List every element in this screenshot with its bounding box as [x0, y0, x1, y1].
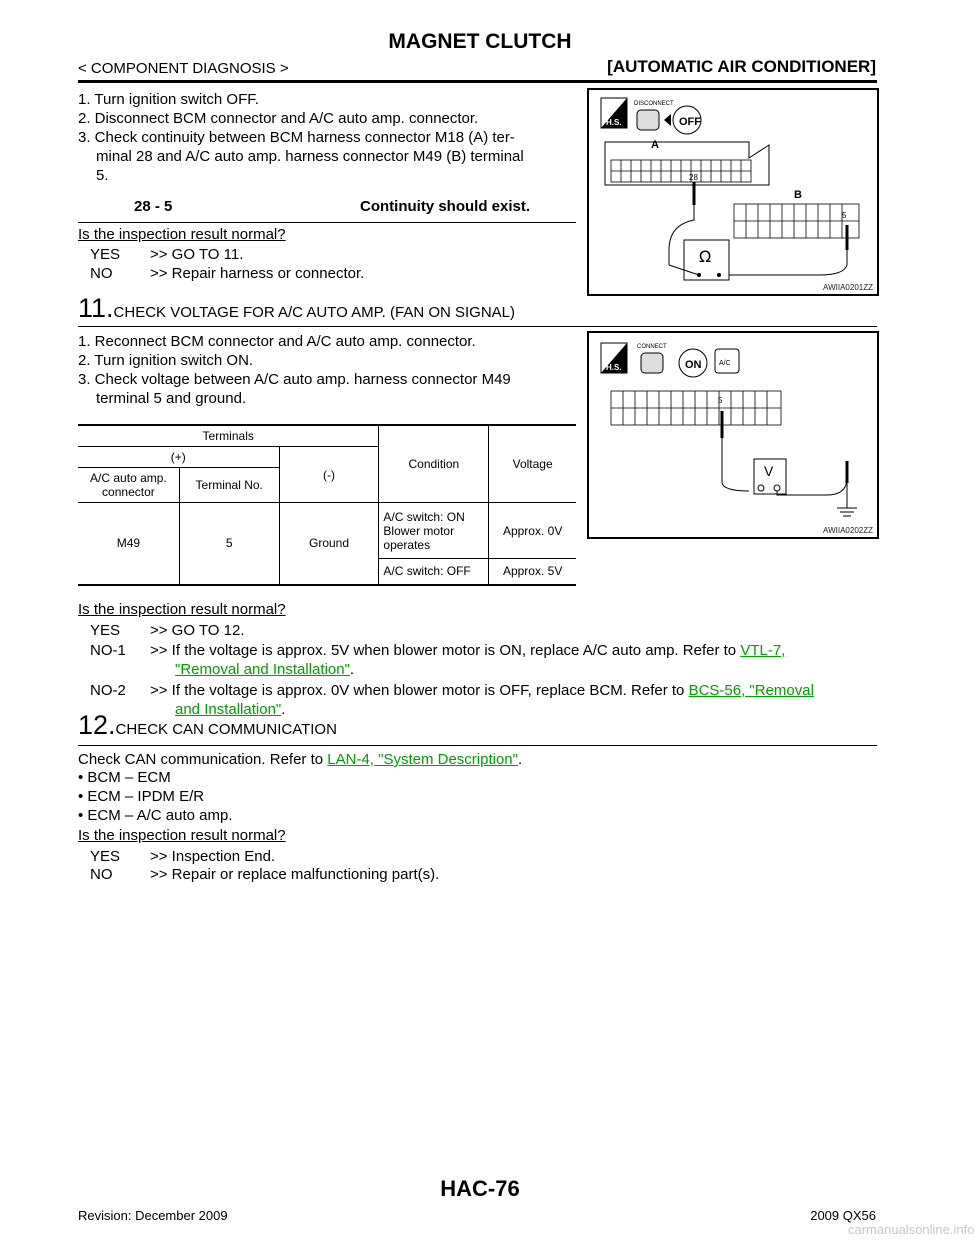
step12-no — [90, 866, 439, 883]
step12-rule — [78, 745, 877, 746]
no1-key: NO-1 — [90, 642, 126, 659]
yes-key: YES — [90, 246, 121, 263]
bullet-3: • ECM – A/C auto amp. — [78, 807, 233, 824]
model-label: 2009 QX56 — [810, 1208, 876, 1223]
voltage-table — [78, 424, 576, 586]
step12-question: Is the inspection result normal? — [78, 827, 286, 844]
no2-key: NO-2 — [90, 682, 126, 699]
lan4-link[interactable]: LAN-4, "System Description" — [327, 751, 518, 768]
step11-no1: NO-1 >> If the voltage is approx. 5V when blower motor is ON, replace A/C auto amp. Refer to VTL-7, "Removal and Installation". — [90, 642, 786, 678]
step11-heading — [78, 293, 515, 324]
step11-item-1: 1. Reconnect BCM connector and A/C auto amp. connector. — [78, 333, 476, 350]
th-plus: (+) — [78, 447, 279, 468]
header-rule — [78, 80, 877, 83]
step10-yes — [90, 246, 243, 263]
continuity-terminals: 28 - 5 — [134, 198, 173, 215]
connector-icon — [637, 110, 659, 130]
step10-no — [90, 265, 364, 282]
svg-text:OFF: OFF — [679, 116, 701, 128]
step12-intro: Check CAN communication. Refer to LAN-4, "System Description". — [78, 751, 523, 768]
no-text: >> Repair or replace malfunctioning part(s). — [150, 866, 440, 883]
removal-installation-link[interactable]: "Removal and Installation" — [175, 661, 350, 678]
bullet-1: • BCM – ECM — [78, 769, 171, 786]
step12-heading — [78, 710, 337, 741]
th-minus: (-) — [279, 447, 379, 503]
voltage-figure — [587, 331, 879, 539]
spec-rule — [78, 222, 576, 223]
yes-key: YES — [90, 622, 121, 639]
svg-text:ON: ON — [685, 359, 702, 371]
vtl7-link[interactable]: VTL-7, — [740, 642, 786, 659]
cell-voltage-2: Approx. 5V — [489, 559, 576, 585]
page-title: MAGNET CLUTCH — [388, 30, 572, 53]
step10-item-3: 3. Check continuity between BCM harness connector M18 (A) ter- — [78, 129, 515, 146]
bcs56-link[interactable]: BCS-56, "Removal — [688, 682, 814, 699]
continuity-result: Continuity should exist. — [360, 198, 531, 215]
voltage-diagram — [589, 333, 877, 537]
cell-voltage-1: Approx. 0V — [489, 503, 576, 559]
step10-item-2: 2. Disconnect BCM connector and A/C auto amp. connector. — [78, 110, 479, 127]
step10-item-1: 1. Turn ignition switch OFF. — [78, 91, 259, 108]
svg-text:H.S.: H.S. — [606, 363, 622, 372]
svg-text:DISCONNECT: DISCONNECT — [634, 101, 674, 107]
revision-label: Revision: December 2009 — [78, 1208, 228, 1223]
step11-item-3: 3. Check voltage between A/C auto amp. harness connector M49 — [78, 371, 511, 388]
no-key: NO — [90, 265, 113, 282]
yes-text: >> GO TO 11. — [150, 246, 244, 263]
svg-text:5: 5 — [842, 211, 847, 220]
yes-key: YES — [90, 848, 121, 865]
step11-no2: NO-2 >> If the voltage is approx. 0V when blower motor is OFF, replace BCM. Refer to BCS-56, "Removal and Installation". — [90, 682, 814, 718]
no-key: NO — [90, 866, 113, 883]
svg-text:H.S.: H.S. — [606, 118, 622, 127]
no-text: >> Repair harness or connector. — [150, 265, 365, 282]
svg-text:28: 28 — [689, 173, 698, 182]
step10-item-3-cont: minal 28 and A/C auto amp. harness connector M49 (B) terminal — [96, 148, 524, 165]
bcs56-link-cont[interactable]: and Installation" — [175, 701, 282, 718]
svg-text:B: B — [794, 189, 802, 201]
section-label: < COMPONENT DIAGNOSIS > — [78, 60, 289, 77]
cell-ground: Ground — [279, 503, 379, 585]
step11-rule — [78, 326, 877, 327]
step12-yes — [90, 848, 275, 865]
cell-condition-1: A/C switch: ON Blower motor operates — [379, 503, 489, 559]
step12-intro-text: Check CAN communication. Refer to — [78, 751, 324, 768]
step10-item-3-end: 5. — [96, 167, 109, 184]
svg-text:CONNECT: CONNECT — [637, 344, 667, 350]
step11-title: CHECK VOLTAGE FOR A/C AUTO AMP. (FAN ON SIGNAL) — [113, 304, 516, 321]
cell-terminal: 5 — [179, 503, 279, 585]
th-condition: Condition — [379, 425, 489, 503]
yes-text: >> GO TO 12. — [150, 622, 245, 639]
watermark: carmanualsonline.info — [848, 1222, 974, 1237]
figure-code: AWIIA0202ZZ — [823, 526, 873, 535]
svg-text:Ω: Ω — [699, 247, 712, 266]
svg-text:A/C: A/C — [719, 360, 731, 367]
step11-number: 11. — [78, 293, 114, 323]
page-number: HAC-76 — [440, 1176, 520, 1201]
step12-bullets — [78, 768, 232, 825]
th-terminal-no: Terminal No. — [179, 468, 279, 503]
bullet-2: • ECM – IPDM E/R — [78, 788, 205, 805]
no1-text: >> If the voltage is approx. 5V when blower motor is ON, replace A/C auto amp. Refer to — [150, 642, 737, 659]
figure-code: AWIIA0201ZZ — [823, 283, 873, 292]
svg-text:5: 5 — [718, 396, 723, 405]
category-label: [AUTOMATIC AIR CONDITIONER] — [607, 57, 876, 76]
continuity-diagram — [589, 90, 877, 294]
cell-condition-2: A/C switch: OFF — [379, 559, 489, 585]
connector-icon — [641, 353, 663, 373]
step11-question: Is the inspection result normal? — [78, 601, 286, 618]
step11-item-2: 2. Turn ignition switch ON. — [78, 352, 254, 369]
th-voltage: Voltage — [489, 425, 576, 503]
yes-text: >> Inspection End. — [150, 848, 276, 865]
th-terminals: Terminals — [78, 425, 379, 447]
cell-connector: M49 — [78, 503, 179, 585]
step12-title: CHECK CAN COMMUNICATION — [115, 721, 337, 738]
th-connector: A/C auto amp. connector — [78, 468, 179, 503]
step11-item-3-cont: terminal 5 and ground. — [96, 390, 247, 407]
step11-yes — [90, 622, 245, 639]
step10-question: Is the inspection result normal? — [78, 226, 286, 243]
svg-text:A: A — [651, 139, 659, 151]
no2-text: >> If the voltage is approx. 0V when blower motor is OFF, replace BCM. Refer to — [150, 682, 685, 699]
step11-instructions — [78, 332, 578, 408]
step12-number: 12. — [78, 710, 116, 740]
continuity-figure — [587, 88, 879, 296]
step10-instructions — [78, 90, 578, 185]
svg-text:V: V — [764, 463, 774, 479]
